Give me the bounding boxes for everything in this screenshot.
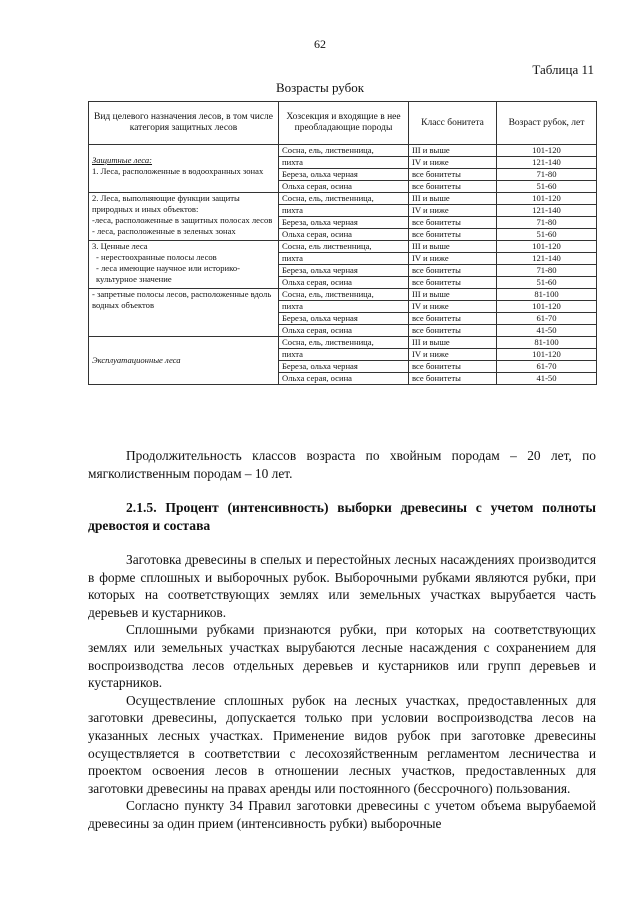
species-cell: Береза, ольха черная (279, 265, 409, 277)
species-cell: Сосна, ель лиственница, (279, 241, 409, 253)
table-row (89, 289, 597, 301)
paragraph: Осуществление сплошных рубок на лесных участках, предоставленных для заготовки древесины, допускается только при условии воспроизводства лесов на указанных лесных участках. Применение видов рубок при заготовке древесины осуществляется в соответствии с лесохозяйственным регламентом лесничества и проектом освоения лесов в отношении лесных участков, предоставленных для заготовки древесины на правах аренды или постоянного (бессрочного) пользования. (88, 692, 596, 796)
page-number: 62 (314, 37, 326, 51)
species-cell: Сосна, ель, лиственница, (279, 337, 409, 349)
table-row (89, 337, 597, 349)
header-species-section: Хозсекция и входящие в нее преобладающие породы (279, 102, 409, 145)
category-cell (89, 337, 279, 385)
cutting-age-cell: 101-120 (497, 349, 597, 361)
species-cell: Береза, ольха черная (279, 361, 409, 373)
duration-text: Продолжительность классов возраста по хвойным породам – 20 лет, по мягколиственным породам – 10 лет. (88, 448, 596, 481)
cutting-age-cell: 61-70 (497, 361, 597, 373)
section-heading: 2.1.5. Процент (интенсивность) выборки древесины с учетом полноты древостоя и состава (88, 500, 596, 533)
cutting-age-cell: 101-120 (497, 193, 597, 205)
header-cutting-age: Возраст рубок, лет (497, 102, 597, 145)
cutting-age-cell: 121-140 (497, 205, 597, 217)
category-line: - запретные полосы лесов, расположенные вдоль водных объектов (92, 289, 272, 310)
cutting-age-cell: 101-120 (497, 145, 597, 157)
category-line: - леса имеющие научное или историко-культурное значение (96, 263, 240, 284)
site-class-cell: IV и ниже (409, 301, 497, 313)
cutting-age-cell: 101-120 (497, 241, 597, 253)
site-class-cell: все бонитеты (409, 361, 497, 373)
species-cell: Береза, ольха черная (279, 217, 409, 229)
site-class-cell: все бонитеты (409, 265, 497, 277)
species-cell: Ольха серая, осина (279, 325, 409, 337)
species-cell: Сосна, ель, лиственница, (279, 193, 409, 205)
table-label: Таблица 11 (532, 62, 594, 77)
cutting-age-cell: 71-80 (497, 265, 597, 277)
table-row (89, 145, 597, 157)
species-cell: Ольха серая, осина (279, 181, 409, 193)
cutting-age-cell: 81-100 (497, 289, 597, 301)
site-class-cell: все бонитеты (409, 325, 497, 337)
species-cell: Сосна, ель, лиственница, (279, 145, 409, 157)
category-cell (89, 289, 279, 337)
cutting-age-cell: 71-80 (497, 217, 597, 229)
header-site-class: Класс бонитета (409, 102, 497, 145)
site-class-cell: все бонитеты (409, 277, 497, 289)
table-row (89, 241, 597, 253)
species-cell: пихта (279, 301, 409, 313)
paragraph: Согласно пункту 34 Правил заготовки древесины с учетом объема вырубаемой древесины за один прием (интенсивность рубки) выборочные (88, 798, 596, 831)
table-title: Возрасты рубок (275, 80, 365, 95)
table-row (89, 193, 597, 205)
category-cell (89, 193, 279, 241)
duration-paragraph (88, 447, 596, 482)
site-class-cell: IV и ниже (409, 157, 497, 169)
category-line: - леса, расположенные в зеленых зонах (92, 226, 236, 236)
site-class-cell: III и выше (409, 193, 497, 205)
table-body (89, 145, 597, 385)
cutting-age-cell: 121-140 (497, 157, 597, 169)
table-header-row (89, 102, 597, 145)
cutting-age-cell: 81-100 (497, 337, 597, 349)
site-class-cell: IV и ниже (409, 349, 497, 361)
category-line: 3. Ценные леса (92, 241, 148, 251)
cutting-age-cell: 41-50 (497, 373, 597, 385)
category-cell (89, 145, 279, 193)
cutting-age-cell: 61-70 (497, 313, 597, 325)
species-cell: пихта (279, 157, 409, 169)
category-line: - нерестоохранные полосы лесов (96, 252, 217, 262)
species-cell: пихта (279, 205, 409, 217)
category-line: 1. Леса, расположенные в водоохранных зонах (92, 166, 264, 176)
site-class-cell: IV и ниже (409, 205, 497, 217)
site-class-cell: III и выше (409, 145, 497, 157)
category-line: Защитные леса: (92, 155, 153, 165)
cutting-age-cell: 71-80 (497, 169, 597, 181)
site-class-cell: все бонитеты (409, 313, 497, 325)
site-class-cell: все бонитеты (409, 217, 497, 229)
species-cell: Ольха серая, осина (279, 277, 409, 289)
category-line: 2. Леса, выполняющие функции защиты природных и иных объектов: (92, 193, 240, 214)
cutting-age-cell: 101-120 (497, 301, 597, 313)
cutting-age-cell: 41-50 (497, 325, 597, 337)
site-class-cell: III и выше (409, 241, 497, 253)
category-cell (89, 241, 279, 289)
site-class-cell: IV и ниже (409, 253, 497, 265)
site-class-cell: III и выше (409, 337, 497, 349)
species-cell: Береза, ольха черная (279, 169, 409, 181)
cutting-age-cell: 51-60 (497, 277, 597, 289)
category-line: -леса, расположенные в защитных полосах лесов (92, 215, 273, 225)
cutting-age-table (88, 101, 597, 385)
header-forest-purpose: Вид целевого назначения лесов, в том числе категория защитных лесов (89, 102, 279, 145)
species-cell: Ольха серая, осина (279, 373, 409, 385)
species-cell: пихта (279, 349, 409, 361)
paragraph: Сплошными рубками признаются рубки, при которых на соответствующих землях или земельных участках вырубаются лесные насаждения с сохранением для воспроизводства лесов отдельных деревьев и кустарников или групп деревьев и кустарников. (88, 622, 596, 691)
cutting-age-cell: 51-60 (497, 229, 597, 241)
species-cell: Сосна, ель, лиственница, (279, 289, 409, 301)
site-class-cell: все бонитеты (409, 169, 497, 181)
site-class-cell: III и выше (409, 289, 497, 301)
species-cell: Ольха серая, осина (279, 229, 409, 241)
main-text (88, 551, 596, 833)
cutting-age-cell: 51-60 (497, 181, 597, 193)
cutting-age-cell: 121-140 (497, 253, 597, 265)
paragraph: Заготовка древесины в спелых и перестойных лесных насаждениях производится в форме сплошных и выборочных рубок. Выборочными рубками являются рубки, при которых на соответствующих землях или земельных участках вырубается часть деревьев и кустарников. (88, 552, 596, 620)
category-line: Эксплуатационные леса (92, 355, 181, 365)
species-cell: пихта (279, 253, 409, 265)
species-cell: Береза, ольха черная (279, 313, 409, 325)
site-class-cell: все бонитеты (409, 181, 497, 193)
site-class-cell: все бонитеты (409, 229, 497, 241)
site-class-cell: все бонитеты (409, 373, 497, 385)
